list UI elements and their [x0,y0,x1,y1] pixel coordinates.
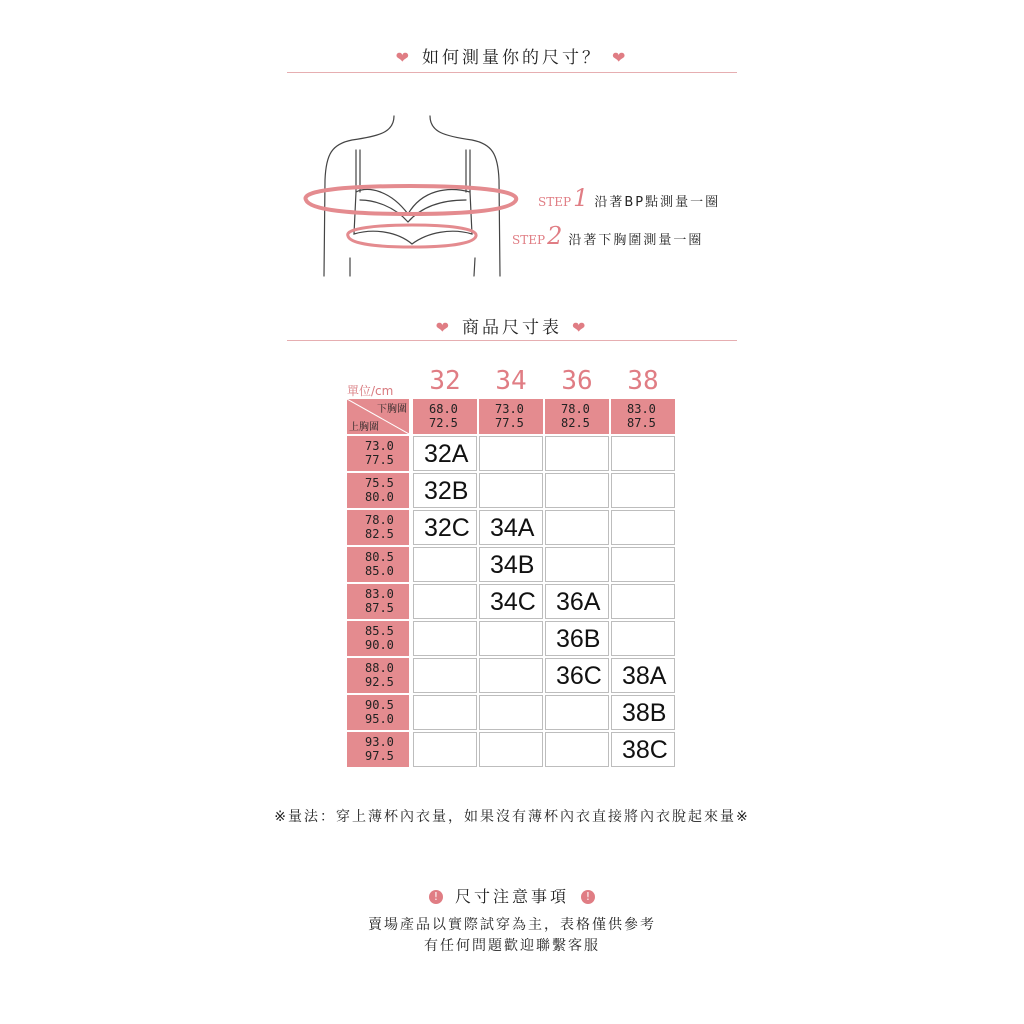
divider [287,340,737,341]
unit-label: 單位/cm [347,384,394,398]
bust-range-cell [347,584,409,619]
step-2-number: 2 [547,222,565,250]
size-cell [413,584,477,619]
bust-range-min: 85.5 [365,624,394,638]
size-cell [479,473,543,508]
body-measure-illustration [290,110,530,280]
bust-range-max: 97.5 [365,749,394,763]
bust-range-min: 93.0 [365,735,394,749]
size-cell [413,695,477,730]
band-range-max: 82.5 [561,416,590,430]
size-cell [545,547,609,582]
band-range-cell [413,399,477,434]
corner-under-bust-label: 下胸圍 [377,404,407,415]
size-cell: 38C [611,732,675,767]
band-range-min: 68.0 [429,402,458,416]
measure-note: ※量法：穿上薄杯內衣量，如果沒有薄杯內衣直接將內衣脫起來量※ [274,809,750,825]
size-cell: 32B [413,473,477,508]
bust-range-min: 88.0 [365,661,394,675]
bust-range-cell [347,695,409,730]
measure-title-text: 如何測量你的尺寸？ [422,48,602,68]
bust-range-cell [347,732,409,767]
bust-range-min: 73.0 [365,439,394,453]
size-cell [413,621,477,656]
size-cell: 36C [545,658,609,693]
size-cell: 32A [413,436,477,471]
size-cell: 34A [479,510,543,545]
size-cell: 32C [413,510,477,545]
band-range-cell [545,399,609,434]
bust-range-cell [347,621,409,656]
bust-range-cell [347,510,409,545]
band-range-max: 72.5 [429,416,458,430]
step-2-text: 沿著下胸圍測量一圈 [568,233,704,248]
heart-icon: ❤ [395,48,412,67]
step-1-text: 沿著BP點測量一圈 [594,195,721,210]
bust-range-max: 92.5 [365,675,394,689]
band-range-min: 73.0 [495,402,524,416]
step-2 [512,222,703,250]
notice-line-1: 賣場產品以實際試穿為主，表格僅供參考 [368,917,656,933]
size-cell [545,436,609,471]
bust-range-min: 90.5 [365,698,394,712]
bust-range-max: 85.0 [365,564,394,578]
step-1-number: 1 [573,184,591,212]
band-size-header: 36 [561,366,593,396]
divider [287,72,737,73]
bust-range-min: 75.5 [365,476,394,490]
size-cell [479,658,543,693]
size-cell: 34C [479,584,543,619]
size-cell [611,547,675,582]
band-range-max: 87.5 [627,416,656,430]
size-cell [479,621,543,656]
size-cell [545,695,609,730]
band-range-cell [611,399,675,434]
size-cell [479,695,543,730]
band-size-header: 34 [495,366,527,396]
heart-icon: ❤ [572,318,589,337]
bust-range-min: 80.5 [365,550,394,564]
size-cell [545,732,609,767]
bust-range-cell [347,436,409,471]
band-size-header: 38 [627,366,659,396]
size-cell [611,473,675,508]
bust-range-max: 80.0 [365,490,394,504]
notice-line-2: 有任何問題歡迎聯繫客服 [424,938,600,954]
size-cell [479,436,543,471]
step-2-label: STEP [512,233,546,247]
size-cell: 36A [545,584,609,619]
bust-range-cell [347,547,409,582]
notice-title [0,884,1024,907]
notice-title-text: 尺寸注意事項 [454,887,569,906]
step-1-label: STEP [538,195,572,209]
size-cell: 38A [611,658,675,693]
band-range-min: 78.0 [561,402,590,416]
step-1 [538,184,720,212]
warning-icon: ! [581,890,595,904]
table-corner-cell [347,399,409,434]
bust-range-min: 78.0 [365,513,394,527]
size-chart-title-text: 商品尺寸表 [462,318,562,338]
size-cell [611,510,675,545]
band-range-min: 83.0 [627,402,656,416]
band-size-header: 32 [429,366,461,396]
size-cell [611,584,675,619]
bust-range-max: 82.5 [365,527,394,541]
bust-range-max: 90.0 [365,638,394,652]
bust-range-max: 95.0 [365,712,394,726]
band-range-max: 77.5 [495,416,524,430]
band-range-cell [479,399,543,434]
corner-bust-label: 上胸圍 [349,422,379,433]
size-cell [413,547,477,582]
size-cell [479,732,543,767]
bust-range-max: 77.5 [365,453,394,467]
bust-range-min: 83.0 [365,587,394,601]
size-cell [413,732,477,767]
size-cell [611,621,675,656]
size-chart-section-title [0,313,1024,338]
bust-range-cell [347,473,409,508]
size-cell [545,473,609,508]
bust-range-max: 87.5 [365,601,394,615]
size-cell [545,510,609,545]
bust-range-cell [347,658,409,693]
size-cell: 34B [479,547,543,582]
measure-section-title [0,43,1024,68]
size-cell: 38B [611,695,675,730]
warning-icon: ! [429,890,443,904]
heart-icon: ❤ [612,48,629,67]
heart-icon: ❤ [435,318,452,337]
size-cell [413,658,477,693]
size-cell [611,436,675,471]
size-cell: 36B [545,621,609,656]
